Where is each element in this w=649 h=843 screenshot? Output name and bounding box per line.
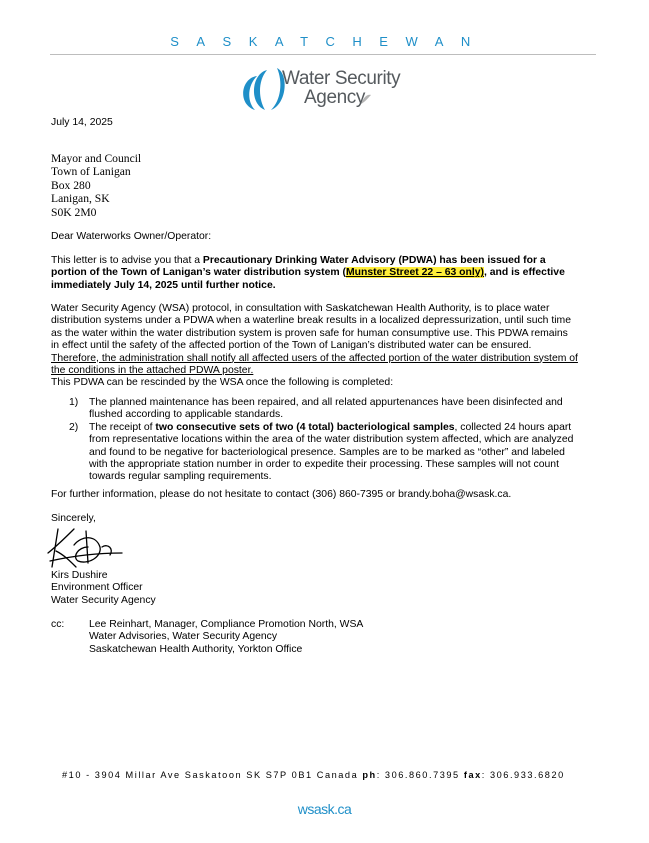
salutation: Dear Waterworks Owner/Operator: bbox=[51, 231, 212, 242]
sample-requirement-bold: two consecutive sets of two (4 total) bacteriological samples bbox=[155, 421, 455, 433]
agency-name-line1: Water Security bbox=[282, 68, 401, 89]
affected-area-highlight: Munster Street 22 – 63 only) bbox=[345, 267, 484, 279]
closing: Sincerely, bbox=[51, 513, 96, 524]
advisory-bold: immediately July 14, 2025 until further notice. bbox=[51, 279, 276, 291]
list-line: flushed according to applicable standards. bbox=[89, 409, 284, 421]
paragraph-line: as the water within the water distribution system is proven safe for human consumptive use. This PDWA remains bbox=[51, 327, 568, 339]
footer-fax-label: fax bbox=[463, 770, 482, 780]
list-line: from representative locations within the area of the water distribution system affected, which are analyzed bbox=[89, 434, 574, 446]
advisory-paragraph bbox=[51, 255, 611, 292]
list-line: towards regular sampling requirements. bbox=[89, 471, 272, 483]
footer-street: #10 - 3904 Millar Ave Saskatoon SK S7P 0B1 Canada bbox=[62, 770, 359, 780]
cc-list bbox=[89, 619, 363, 656]
footer-phone-label: ph bbox=[362, 770, 377, 780]
rescind-intro: This PDWA can be rescinded by the WSA once the following is completed: bbox=[51, 377, 394, 389]
footer-fax: : 306.933.6820 bbox=[481, 770, 565, 780]
agency-name-line2: Agency bbox=[304, 87, 365, 108]
recipient-address bbox=[51, 152, 141, 219]
cc-label: cc: bbox=[51, 619, 65, 630]
notify-instruction: Therefore, the administration shall notify all affected users of the affected portion of the water distribution system of bbox=[51, 352, 578, 364]
cc-recipient: Lee Reinhart, Manager, Compliance Promotion North, WSA bbox=[89, 619, 364, 630]
list-tail: , collected 24 hours apart bbox=[454, 421, 572, 433]
agency-logo-text bbox=[282, 69, 400, 107]
list-number: 2) bbox=[69, 421, 79, 433]
protocol-paragraph bbox=[51, 303, 621, 390]
province-wordmark: SASKATCHEWAN bbox=[170, 34, 488, 49]
list-line: and found to be negative for bacteriological presence. Samples are to be marked as “other” and labeled bbox=[89, 446, 565, 458]
footer-address bbox=[62, 770, 565, 780]
advisory-bold: Precautionary Drinking Water Advisory (PDWA) has been issued for a bbox=[202, 255, 546, 266]
signature-icon bbox=[44, 523, 126, 571]
recipient-line: Lanigan, SK bbox=[51, 192, 110, 206]
footer-website-link[interactable]: wsask.ca bbox=[297, 801, 352, 817]
paragraph-line: Water Security Agency (WSA) protocol, in consultation with Saskatchewan Health Authority, is to place water bbox=[51, 303, 550, 314]
signer-agency: Water Security Agency bbox=[51, 594, 156, 606]
list-lead: The receipt of bbox=[89, 421, 156, 433]
recipient-line: Mayor and Council bbox=[51, 152, 142, 165]
contact-line: For further information, please do not hesitate to contact (306) 860-7395 or brandy.boha@wsask.ca. bbox=[51, 489, 512, 500]
recipient-line: Town of Lanigan bbox=[51, 165, 131, 179]
signer-title: Environment Officer bbox=[51, 582, 143, 594]
cc-recipient: Water Advisories, Water Security Agency bbox=[89, 631, 278, 643]
signer-name: Kirs Dushire bbox=[51, 570, 108, 581]
list-number: 1) bbox=[69, 397, 79, 408]
paragraph-line: distribution systems under a PDWA when a waterline break results in a localized depressurization, until such time bbox=[51, 315, 571, 327]
letter-date: July 14, 2025 bbox=[51, 117, 113, 128]
notify-instruction: the conditions in the attached PDWA poster. bbox=[51, 365, 254, 377]
list-line: The planned maintenance has been repaired, and all related appurtenances have been disinfected and bbox=[89, 397, 563, 408]
advisory-intro: This letter is to advise you that a bbox=[51, 255, 203, 266]
advisory-bold: portion of the Town of Lanigan’s water distribution system ( bbox=[51, 267, 346, 279]
requirements-list bbox=[69, 397, 609, 484]
list-line: with the appropriate station number in order to expedite their processing. These samples will not count bbox=[89, 459, 559, 471]
advisory-bold: , and is effective bbox=[484, 267, 565, 279]
signer-block bbox=[51, 570, 156, 607]
list-item bbox=[69, 422, 609, 484]
footer-phone: : 306.860.7395 bbox=[376, 770, 460, 780]
recipient-line: S0K 2M0 bbox=[51, 205, 97, 219]
list-item bbox=[69, 397, 609, 422]
paragraph-line: in effect until the safety of the affected portion of the Town of Lanigan’s distributed water can be ensured. bbox=[51, 340, 532, 352]
recipient-line: Box 280 bbox=[51, 178, 91, 192]
letterhead-divider bbox=[50, 54, 596, 55]
cc-recipient: Saskatchewan Health Authority, Yorkton Office bbox=[89, 643, 303, 655]
